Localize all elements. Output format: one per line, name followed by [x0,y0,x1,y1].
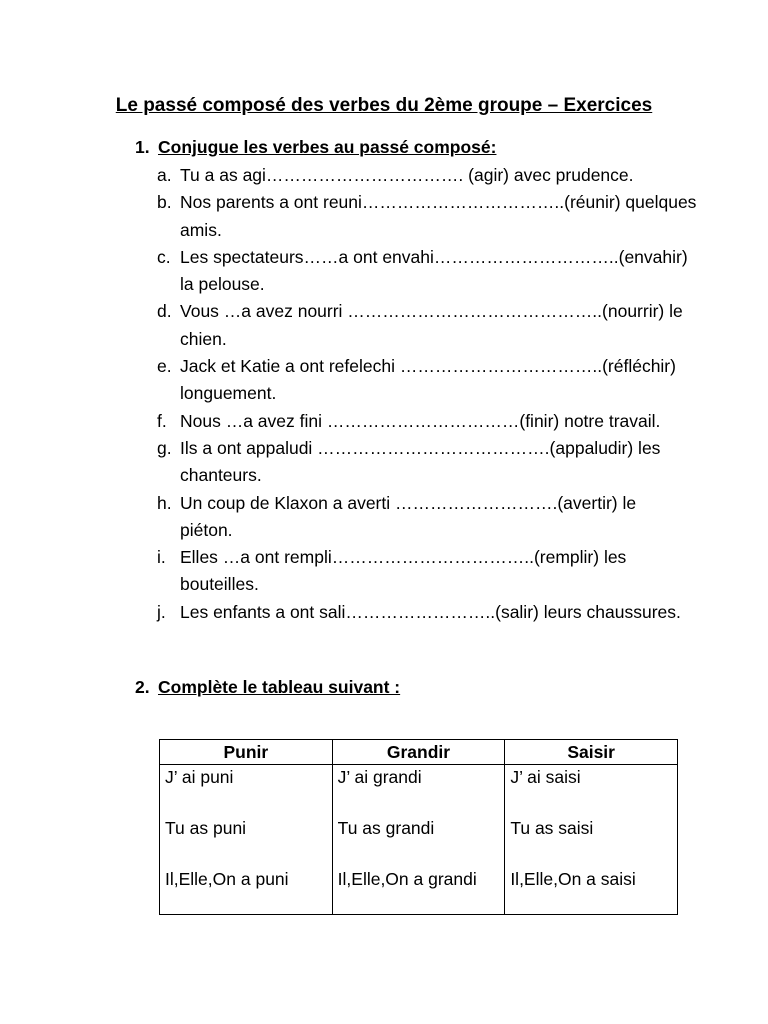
exercise-letter: b. [157,192,172,213]
exercise-text-line: Les enfants a ont sali……………………..(salir) leurs chaussures. [180,601,681,622]
exercise-item [157,490,700,545]
exercise-text-line: Vous …a avez nourri ……………………………………..(nourrir) le [180,301,683,322]
exercise-text-line: Les spectateurs……a ont envahi…………………………..(envahir) [180,246,688,267]
exercise-text-line: chanteurs. [180,465,262,486]
exercise-letter: d. [157,301,172,322]
exercise-letter: a. [157,165,172,185]
exercise-text-line: amis. [180,219,222,240]
section-2-number: 2. [135,677,150,697]
exercise-letter: g. [157,437,172,458]
exercise-item [157,408,700,435]
exercise-letter: j. [157,601,166,622]
exercise-list [157,162,700,626]
conjugation-line: Il,Elle,On a puni [165,869,289,889]
table-cell-grandir [332,765,505,915]
table-cell-saisir [505,765,678,915]
exercise-item [157,298,700,353]
table-cell-punir [160,765,333,915]
exercise-item [157,353,700,408]
exercise-text-line: Jack et Katie a ont refelechi ……………………………..(réfléchir) [180,356,676,377]
section-2-title: Complète le tableau suivant : [158,677,401,697]
exercise-text-line: bouteilles. [180,574,259,595]
conjugation-line: Il,Elle,On a saisi [510,869,636,889]
exercise-letter: e. [157,356,172,377]
section-1-number: 1. [135,137,150,157]
exercise-item [157,244,700,299]
conjugation-line: J’ ai saisi [510,767,581,787]
table-header-punir: Punir [160,740,333,765]
exercise-letter: i. [157,547,166,568]
conjugation-table [159,739,678,915]
section-1-heading [135,137,496,158]
section-1-title: Conjugue les verbes au passé composé: [158,137,497,157]
exercise-letter: c. [157,246,171,267]
exercise-letter: h. [157,492,172,513]
conjugation-line: Tu as saisi [510,818,594,838]
exercise-text-line: longuement. [180,383,277,404]
exercise-item [157,189,700,244]
table-header-grandir: Grandir [332,740,505,765]
exercise-text-line: la pelouse. [180,274,265,295]
exercise-text-line: Tu a as agi……………………………. (agir) avec prudence. [180,165,634,185]
table-row [160,765,678,915]
conjugation-line: Il,Elle,On a grandi [337,869,477,889]
table-header-saisir: Saisir [505,740,678,765]
table-header-row [160,740,678,765]
exercise-text-line: chien. [180,328,227,349]
conjugation-line: Tu as grandi [337,818,435,838]
conjugation-line: Tu as puni [165,818,247,838]
page-title: Le passé composé des verbes du 2ème groupe – Exercices [115,95,653,116]
exercise-text-line: Elles …a ont rempli……………………………..(remplir) les [180,547,627,568]
exercise-item [157,162,700,189]
exercise-text-line: Nous …a avez fini ……………………………(finir) notre travail. [180,410,661,431]
section-2-heading [135,677,400,698]
exercise-text-line: Ils a ont appaludi ………………………………….(appaludir) les [180,437,661,458]
exercise-text-line: Nos parents a ont reuni……………………………..(réunir) quelques [180,192,697,213]
exercise-letter: f. [157,410,167,431]
exercise-text-line: piéton. [180,519,233,540]
conjugation-line: J’ ai grandi [337,767,422,787]
conjugation-line: J’ ai puni [165,767,234,787]
exercise-item [157,435,700,490]
exercise-item [157,599,700,626]
exercise-text-line: Un coup de Klaxon a averti ……………………….(avertir) le [180,492,637,513]
exercise-item [157,544,700,599]
